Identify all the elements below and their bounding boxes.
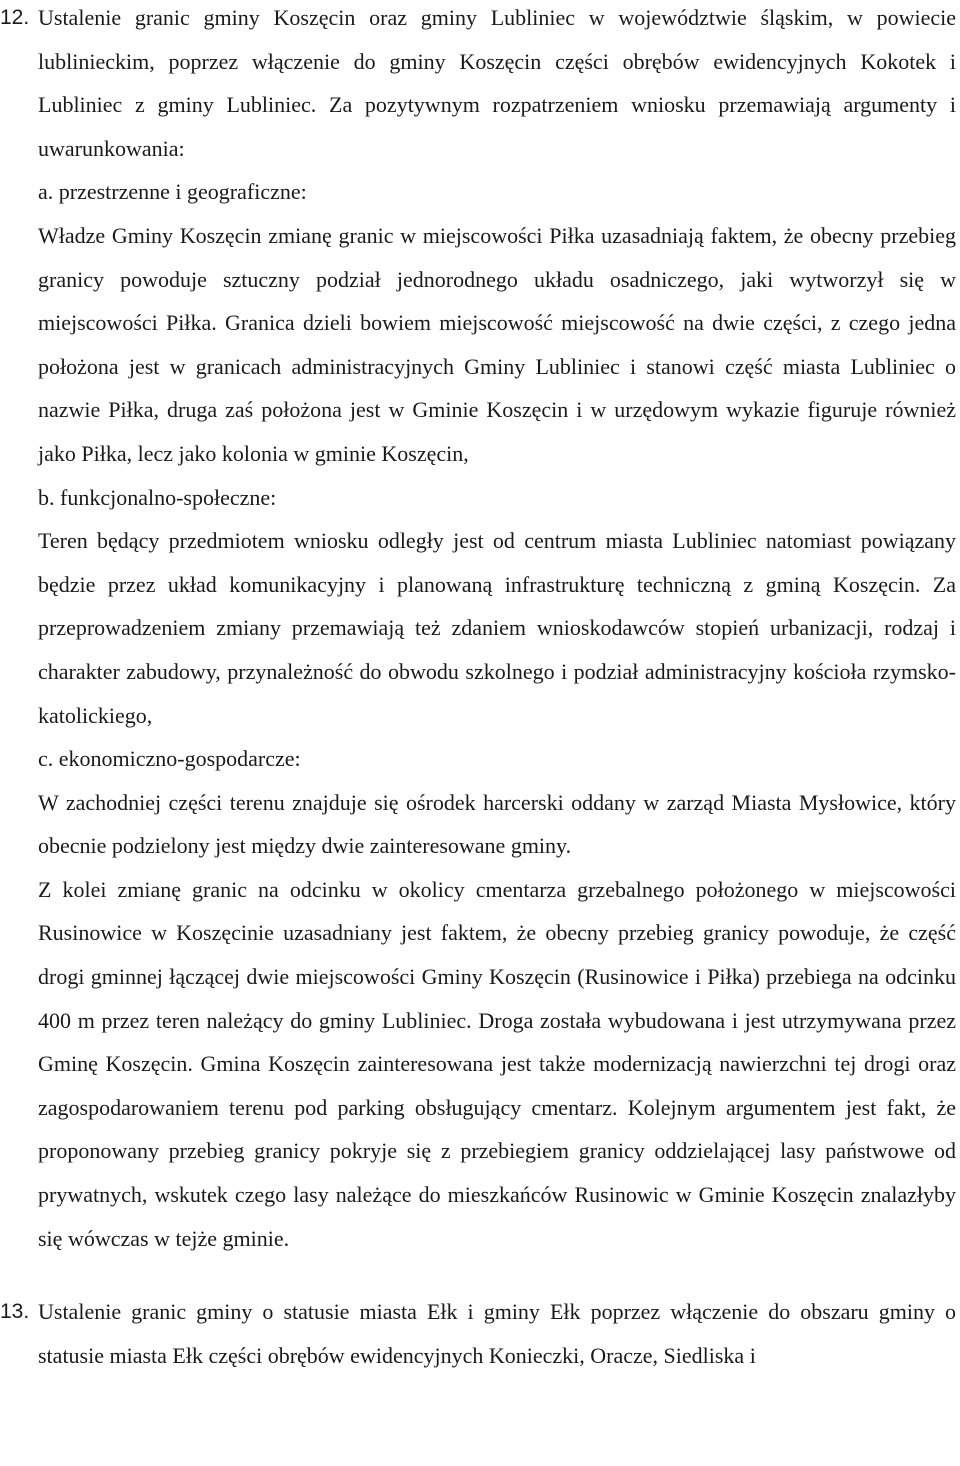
item-13-intro: Ustalenie granic gminy o statusie miasta Ełk i gminy Ełk poprzez włączenie do obszaru gminy o statusie miasta Ełk części obrębów ewidencyjnych Konieczki, Oracze, Siedliska i bbox=[38, 1299, 956, 1368]
section-b-text: Teren będący przedmiotem wniosku odległy jest od centrum miasta Lubliniec natomiast powiązany będzie przez układ komunikacyjny i planowaną infrastrukturę techniczną z gminą Koszęcin. Za przeprowadzeniem zmiany przemawiają też zdaniem wnioskodawców stopień urbanizacji, rodzaj i charakter zabudowy, przynależność do obwodu szkolnego i podział administracyjny kościoła rzymsko-katolickiego, bbox=[38, 528, 956, 728]
section-c-text-2: Z kolei zmianę granic na odcinku w okolicy cmentarza grzebalnego położonego w miejscowości Rusinowice w Koszęcinie uzasadniany jest faktem, że obecny przebieg granicy powoduje, że część drogi gminnej łączącej dwie miejscowości Gminy Koszęcin (Rusinowice i Piłka) przebiega na odcinku 400 m przez teren należący do gminy Lubliniec. Droga została wybudowana i jest utrzymywana przez Gminę Koszęcin. Gmina Koszęcin zainteresowana jest także modernizacją nawierzchni tej drogi oraz zagospodarowaniem terenu pod parking obsługujący cmentarz. Kolejnym argumentem jest fakt, że proponowany przebieg granicy pokryje się z przebiegiem granicy oddzielającej lasy państwowe od prywatnych, wskutek czego lasy należące do mieszkańców Rusinowic w Gminie Koszęcin znalazłyby się wówczas w tejże gminie. bbox=[38, 876, 956, 1251]
item-spacer bbox=[0, 1260, 960, 1290]
item-number-13: 13. bbox=[0, 1300, 30, 1324]
list-item-13 bbox=[0, 1290, 960, 1377]
section-a-text: Władze Gminy Koszęcin zmianę granic w miejscowości Piłka uzasadniają faktem, że obecny przebieg granicy powoduje sztuczny podział jednorodnego układu osadniczego, jaki wytworzył się w miejscowości Piłka. Granica dzieli bowiem miejscowość miejscowość na dwie części, z czego jedna położona jest w granicach administracyjnych Gminy Lubliniec i stanowi część miasta Lubliniec o nazwie Piłka, druga zaś położona jest w Gminie Koszęcin i w urzędowym wykazie figuruje również jako Piłka, lecz jako kolonia w gminie Koszęcin, bbox=[38, 222, 956, 466]
section-c-text-1: W zachodniej części terenu znajduje się ośrodek harcerski oddany w zarząd Miasta Mysłowice, który obecnie podzielony jest między dwie zainteresowane gminy. bbox=[38, 789, 956, 859]
section-a-label: a. przestrzenne i geograficzne: bbox=[38, 179, 307, 205]
item-12-intro: Ustalenie granic gminy Koszęcin oraz gminy Lubliniec w województwie śląskim, w powiecie lublinieckim, poprzez włączenie do gminy Koszęcin części obrębów ewidencyjnych Kokotek i Lubliniec z gminy Lubliniec. Za pozytywnym rozpatrzeniem wniosku przemawiają argumenty i uwarunkowania: bbox=[38, 5, 956, 161]
item-number-12: 12. bbox=[0, 6, 30, 29]
section-b-label: b. funkcjonalno-społeczne: bbox=[38, 484, 277, 510]
section-c-label: c. ekonomiczno-gospodarcze: bbox=[38, 746, 301, 772]
